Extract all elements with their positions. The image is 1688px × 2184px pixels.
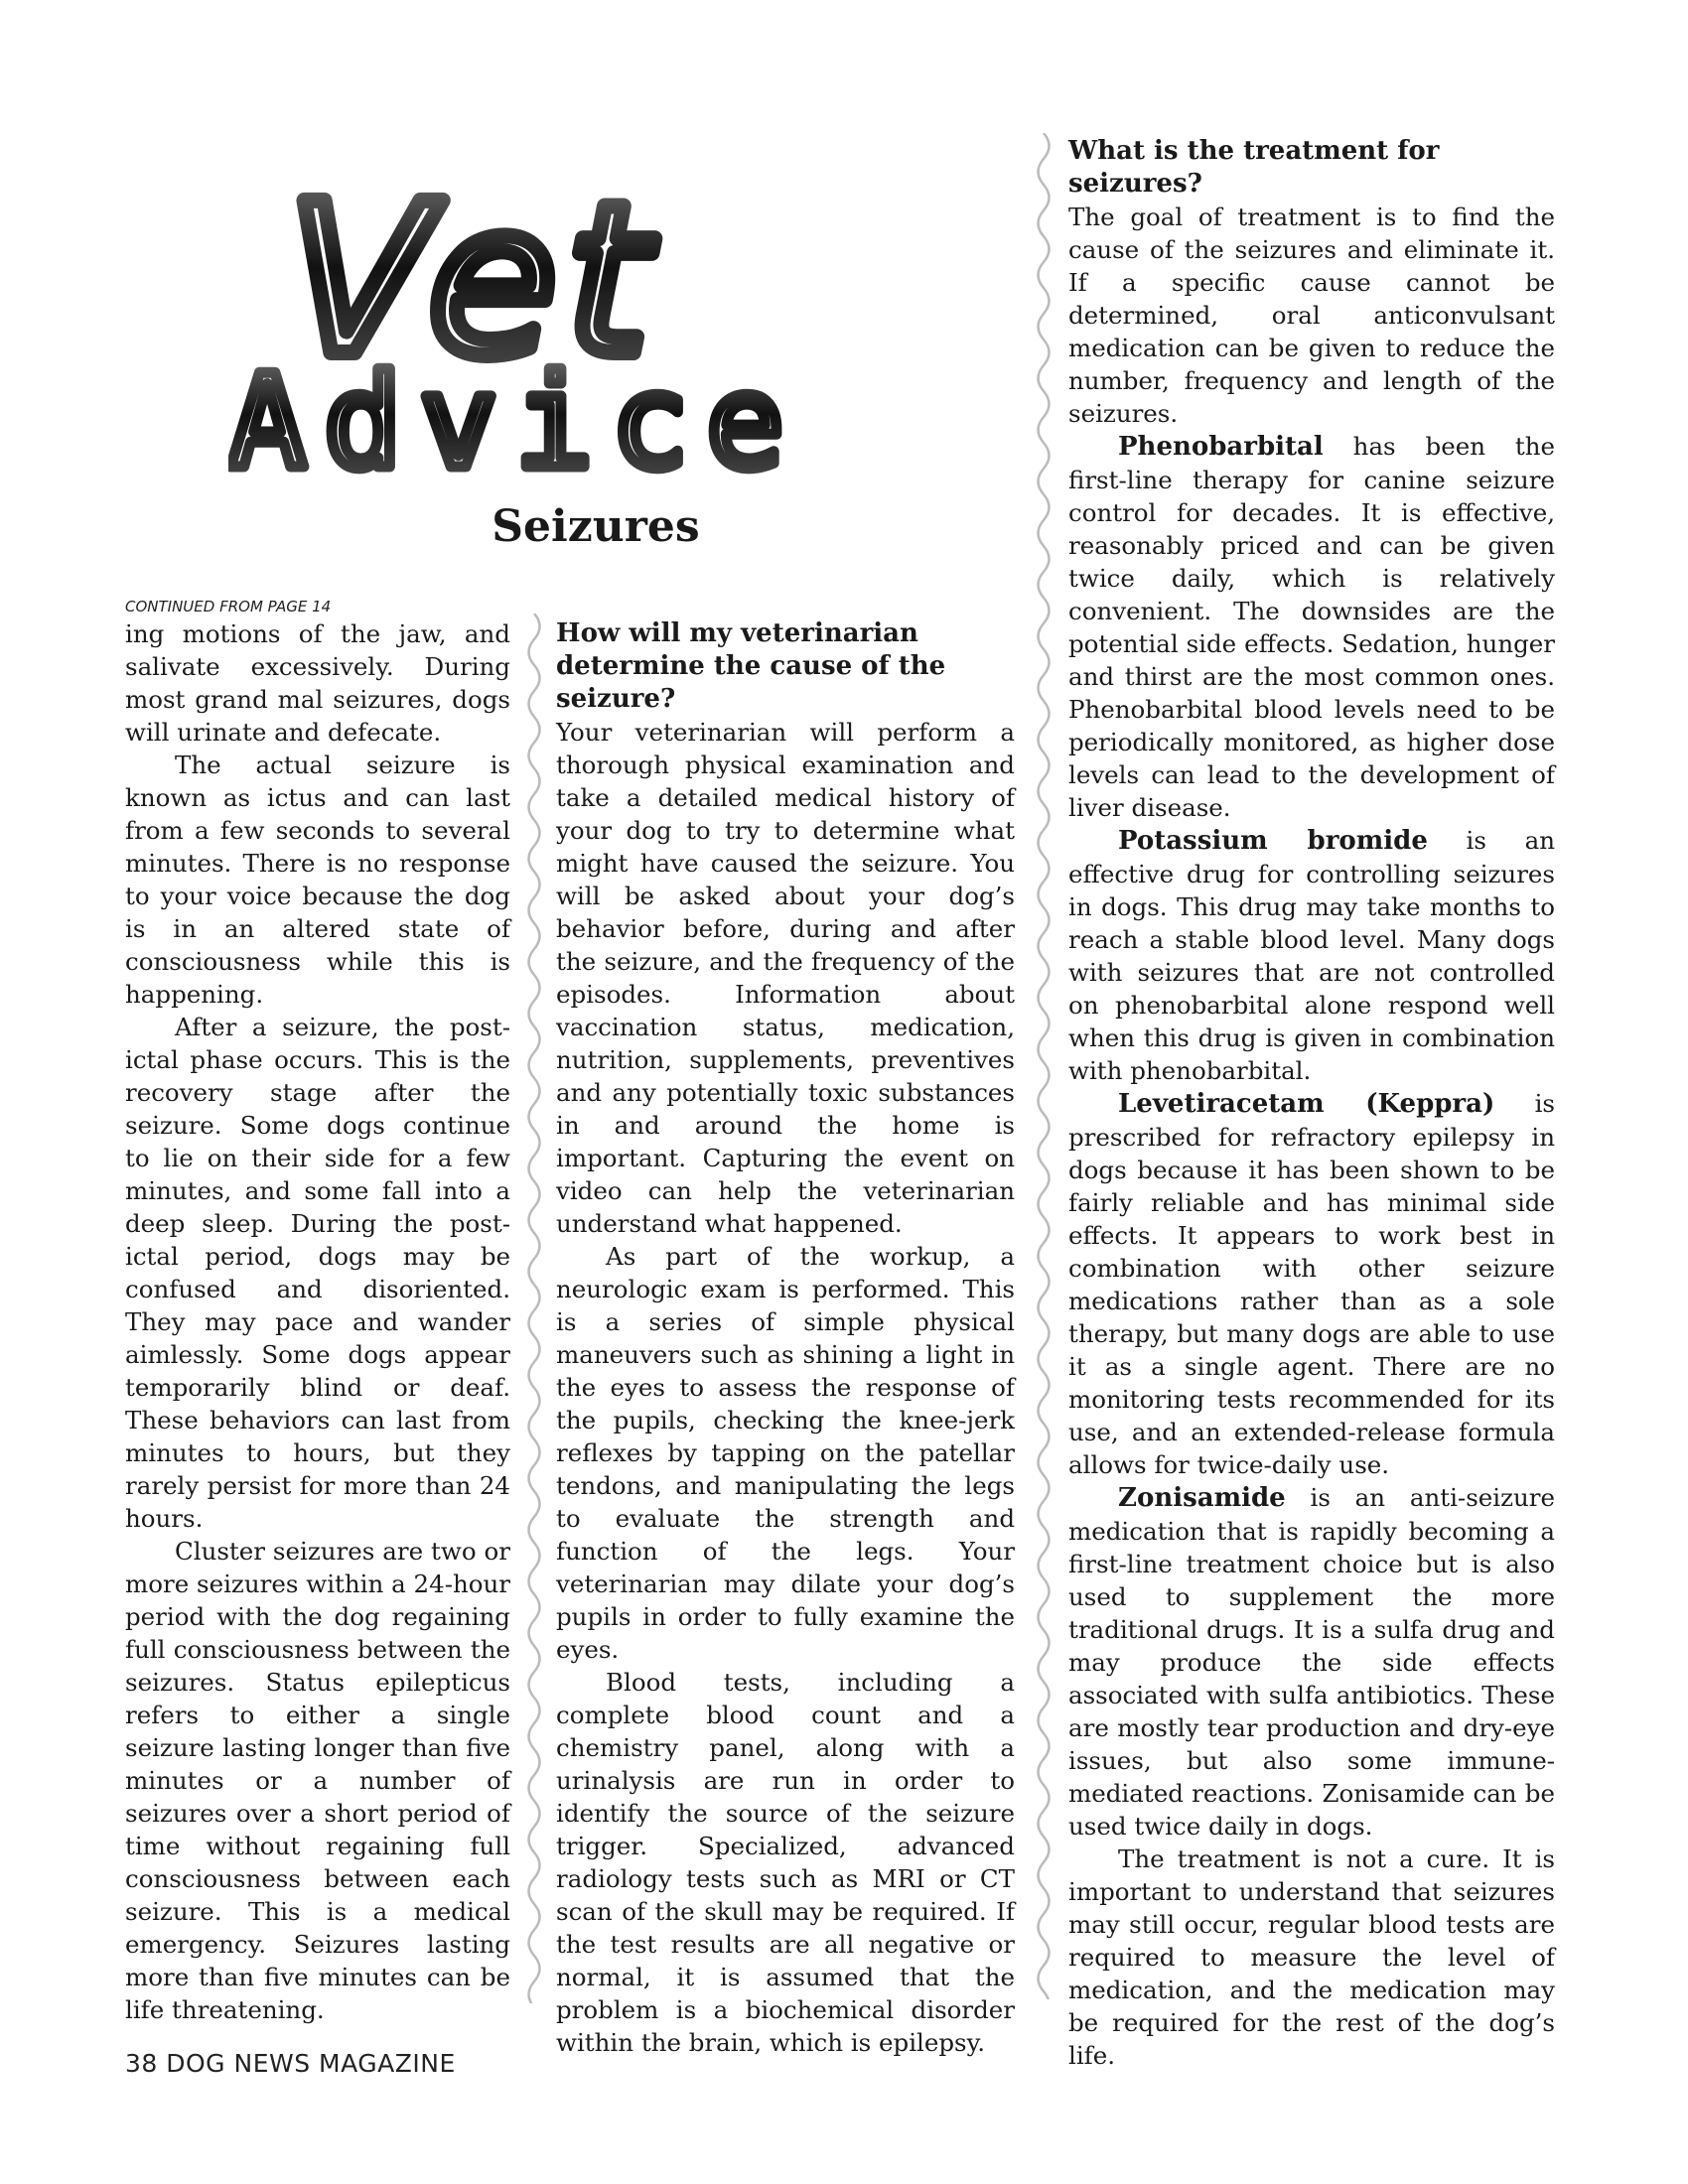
section-heading: What is the treatment for seizures? [1068,136,1440,199]
paragraph: After a seizure, the post-ictal phase occurs. This is the recovery stage after the seizure. Some dogs continue to lie on their side for a few minutes, and some fall into a deep sleep. During the post-ictal period, dogs may be confused and disoriented. They may pace and wander aimlessly. Some dogs appear temporarily blind or deaf. These behaviors can last from minutes to hours, but they rarely persist for more than 24 hours. [125,1013,510,1533]
paragraph: Cluster seizures are two or more seizures within a 24-hour period with the dog regaining full consciousness between the seizures. Status epilepticus refers to either a single seizure lasting longer than five minutes or a number of seizures over a short period of time without regaining full consciousness between each seizure. This is a medical emergency. Seizures lasting more than five minutes can be life threatening. [125,1537,510,2024]
paragraph: Phenobarbital has been the first-line therapy for canine seizure control for decades. It is effective, reasonably priced and can be given twice daily, which is relatively convenient. The downsides are the potential side effects. Sedation, hunger and thirst are the most common ones. Phenobarbital blood levels need to be periodically monitored, as higher dose levels can lead to the development of liver disease. [1068,432,1555,822]
paragraph: Zonisamide is an anti-seizure medication that is rapidly becoming a first-line treatment choice but is also used to supplement the more traditional drugs. It is a sulfa drug and may produce the side effects associated with sulfa antibiotics. These are mostly tear production and dry-eye issues, but also some immune-mediated reactions. Zonisamide can be used twice daily in dogs. [1068,1483,1555,1841]
paragraph: Blood tests, including a complete blood count and a chemistry panel, along with a urinalysis are run in order to identify the source of the seizure trigger. Specialized, advanced radiology tests such as MRI or CT scan of the skull may be required. If the test results are all negative or normal, it is assumed that the problem is a biochemical disorder within the brain, which is epilepsy. [556,1668,1015,2057]
paragraph: The goal of treatment is to find the cause of the seizures and eliminate it. If a specific cause cannot be determined, oral anticonvulsant medication can be given to reduce the number, frequency and length of the seizures. [1068,203,1555,428]
paragraph: Levetiracetam (Keppra) is prescribed for refractory epilepsy in dogs because it has been shown to be fairly reliable and has minimal side effects. It appears to work best in combination with other seizure medications rather than as a sole therapy, but many dogs are able to use it as a single agent. There are no monitoring tests recommended for its use, and an extended-release formula allows for twice-daily use. [1068,1089,1555,1479]
drug-name: Phenobarbital [1118,432,1324,462]
drug-name: Zonisamide [1118,1483,1286,1513]
paragraph: Your veterinarian will perform a thorough physical examination and take a detailed medical history of your dog to try to determine what might have caused the seizure. You will be asked about your dog’s behavior before, during and after the seizure, and the frequency of the episodes. Information about vaccination status, medication, nutrition, supplements, preventives and any potentially toxic substances in and around the home is important. Capturing the event on video can help the veterinarian understand what happened. [556,718,1015,1238]
article-column-2 [556,617,1015,2059]
column-divider-1 [519,614,549,2003]
paragraph: ing motions of the jaw, and salivate excessively. During most grand mal seizures, dogs will urinate and defecate. [125,619,510,747]
column-divider-2 [1029,133,1058,1999]
paragraph: As part of the workup, a neurologic exam is performed. This is a series of simple physical maneuvers such as shining a light in the eyes to assess the response of the pupils, checking the knee-jerk reflexes by tapping on the patellar tendons, and manipulating the legs to evaluate the strength and function of the legs. Your veterinarian may dilate your dog’s pupils in order to fully examine the eyes. [556,1242,1015,1664]
continued-note: CONTINUED FROM PAGE 14 [125,598,332,615]
section-heading: How will my veterinarian determine the cause of the seizure? [556,618,946,714]
vet-advice-logo [228,164,953,501]
paragraph: The treatment is not a cure. It is important to understand that seizures may still occur, regular blood tests are required to measure the level of medication, and the medication may be required for the rest of the dog’s life. [1068,1844,1555,2070]
article-subtitle: Seizures [492,501,700,552]
paragraph: Potassium bromide is an effective drug for controlling seizures in dogs. This drug may take months to reach a stable blood level. Many dogs with seizures that are not controlled on phenobarbital alone respond well when this drug is given in combination with phenobarbital. [1068,826,1555,1085]
article-column-1 [125,617,510,2026]
logo-vet-text: Vet [288,164,658,402]
page-footer: 38 DOG NEWS MAGAZINE [125,2049,456,2078]
paragraph: The actual seizure is known as ictus and can last from a few seconds to several minutes. There is no response to your voice because the dog is in an altered state of consciousness while this is happening. [125,751,510,1009]
drug-name: Levetiracetam (Keppra) [1118,1089,1495,1119]
logo-advice-text: Advice [228,346,802,497]
drug-name: Potassium bromide [1118,826,1428,856]
article-column-3 [1068,135,1555,2072]
